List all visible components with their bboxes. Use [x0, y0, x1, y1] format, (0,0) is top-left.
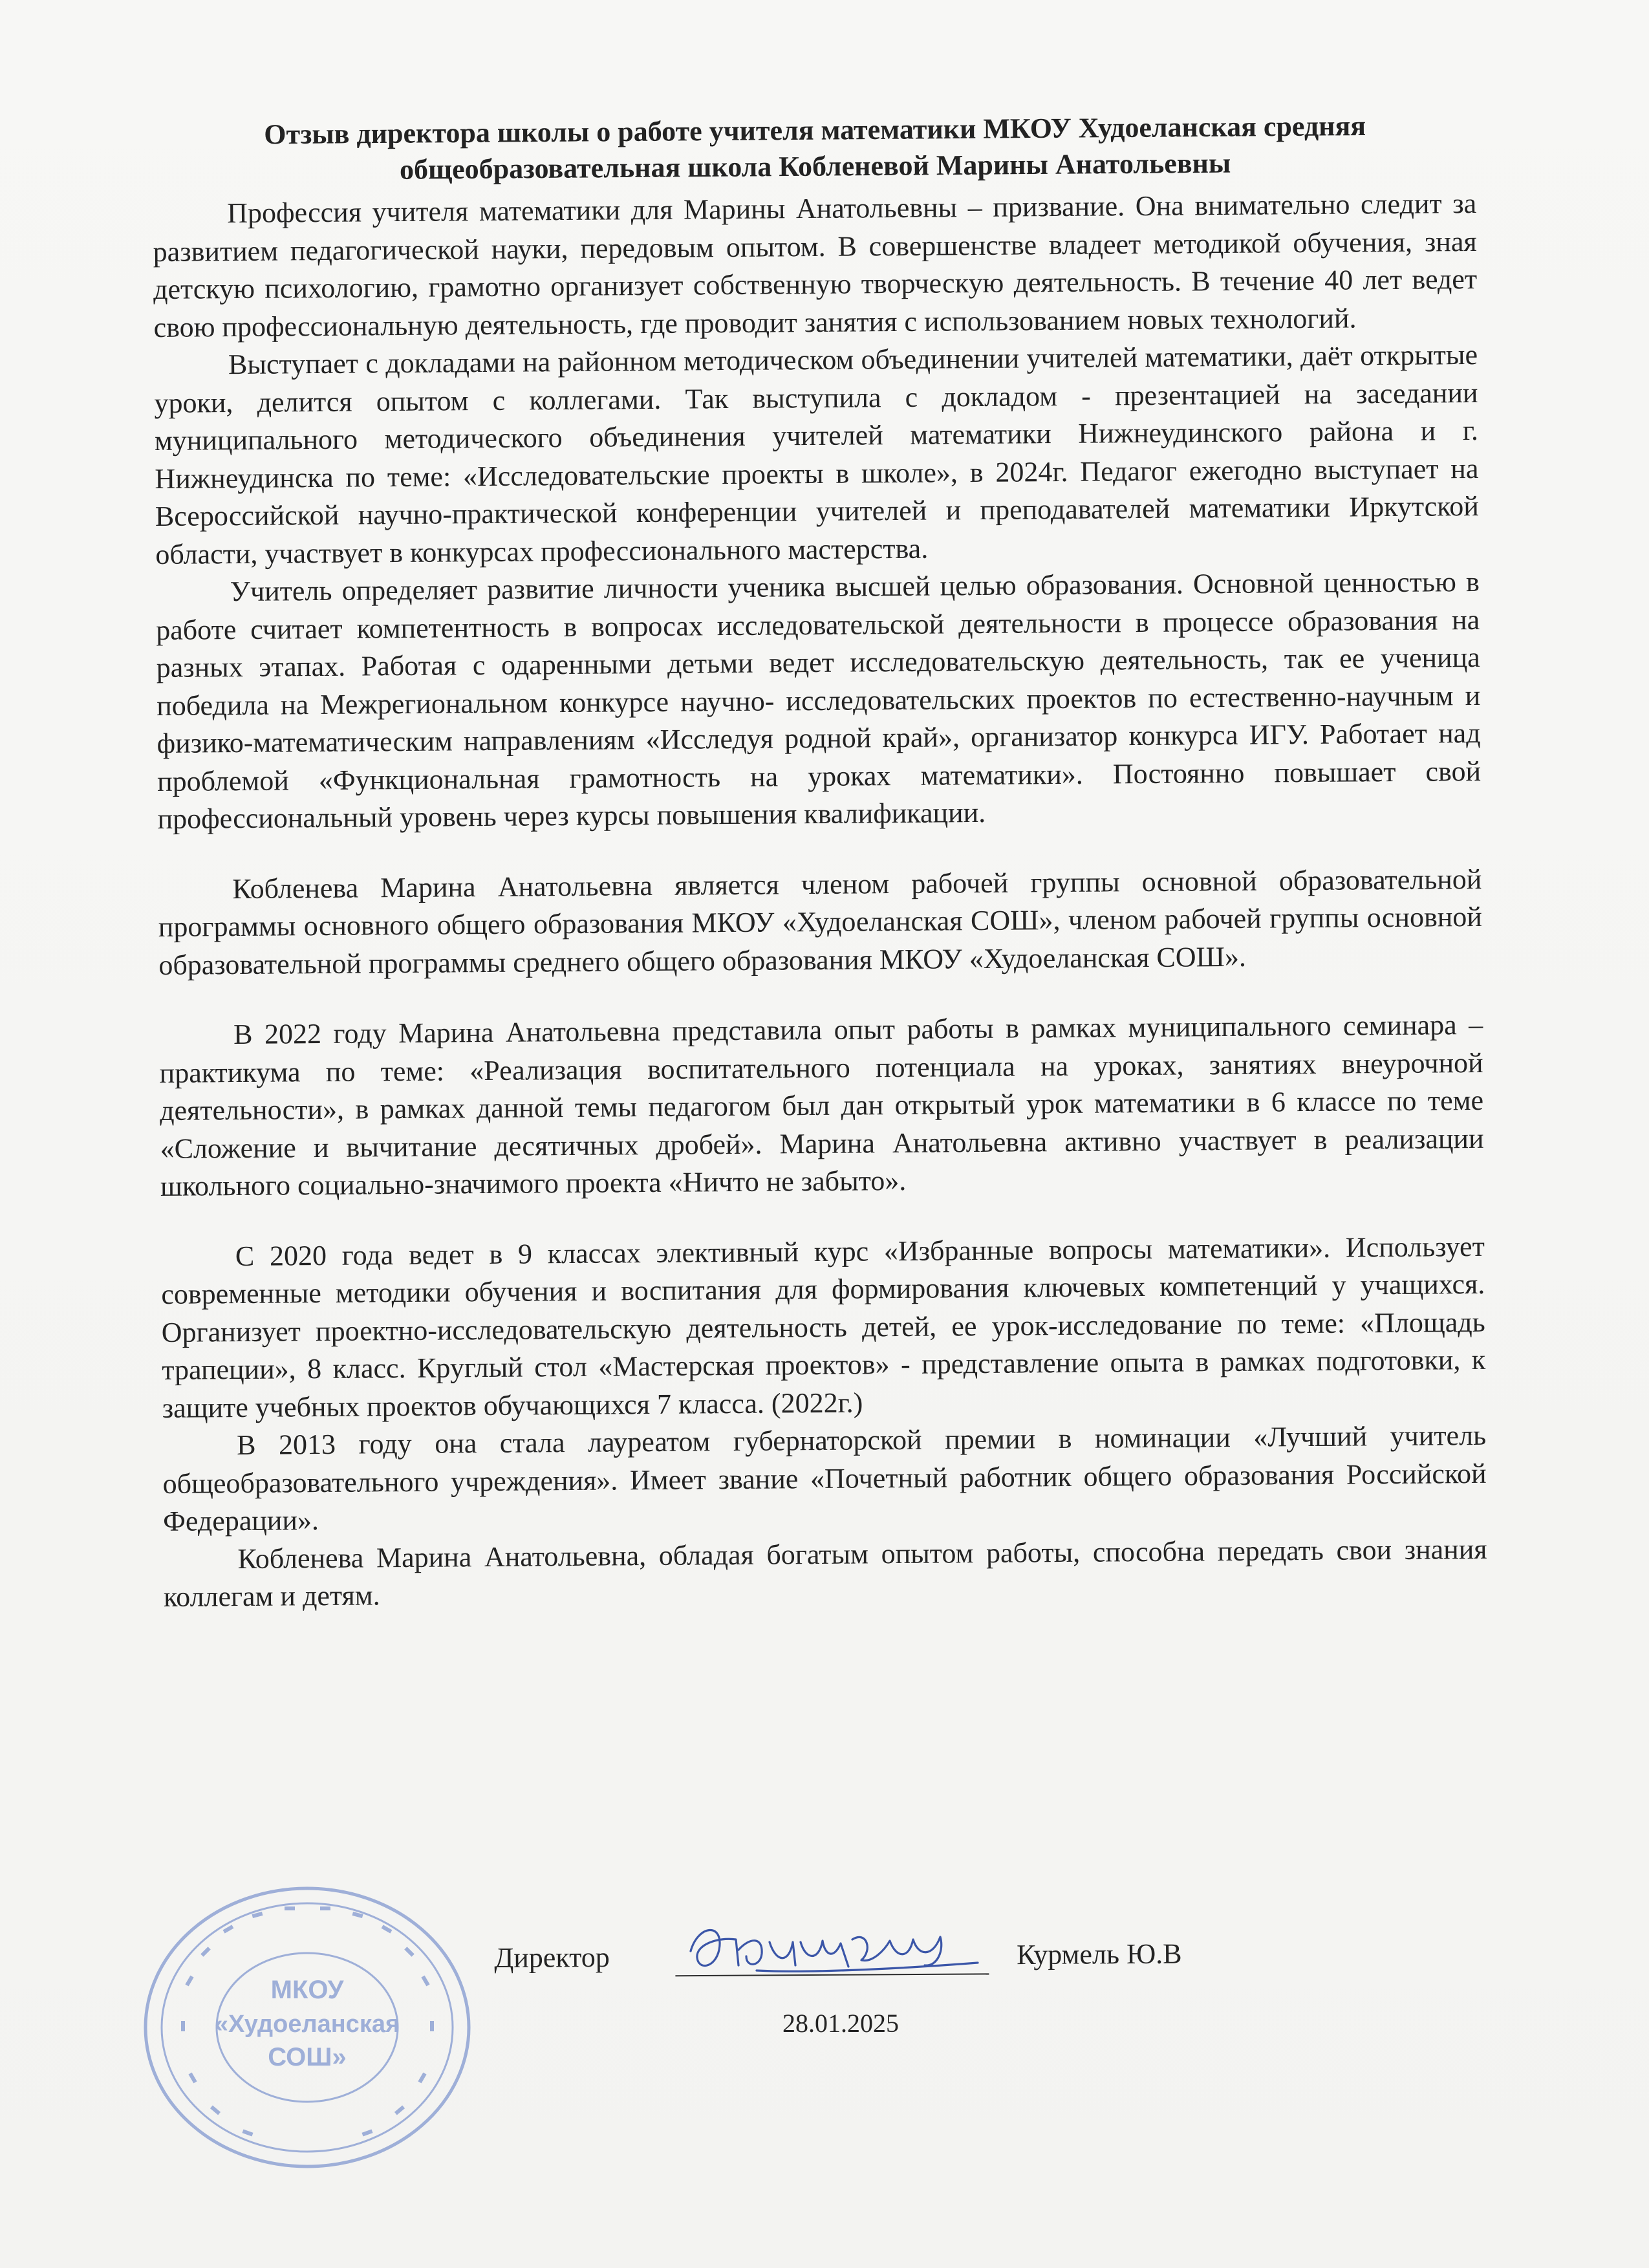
paragraph-reports: Выступает с докладами на районном методическом объединении учителей математики, даёт открытые уроки, делится опытом с коллегами. Так выступила с докладом - презентацией на заседании муниципального методического объединения учителей математики Нижнеудинского района и г. Нижнеудинска по теме: «Исследовательские проекты в школе», в 2024г. Педагог ежегодно выступает на Всероссийской научно-практической конференции учителей и преподавателей математики Иркутской области, участвует в конкурсах профессионального мастерства.	[154, 338, 1480, 570]
handwritten-signature	[679, 1911, 983, 1982]
paragraph-elective-course: С 2020 года ведет в 9 классах элективный курс «Избранные вопросы математики». Использует современные методики обучения и воспитания для формирования ключевых компетенций у учащихся. Организует проектно-исследовательскую деятельность детей, ее урок-исследование по теме: «Площадь трапеции», 8 класс. Круглый стол «Мастерская проектов» - представление опыта в рамках подготовки, к защите учебных проектов обучающихся 7 класса. (2022г.)	[161, 1230, 1486, 1424]
signature-role: Директор	[494, 1941, 610, 1974]
document-title	[129, 107, 1501, 190]
paragraph-vocation: Профессия учителя математики для Марины Анатольевны – призвание. Она внимательно следит за развитием педагогической науки, передовым опытом. В совершенстве владеет методикой обучения, зная детскую психологию, грамотно организует собственную творческую деятельность. В течение 40 лет ведет свою профессиональную деятельность, где проводит занятия с использованием новых технологий.	[153, 187, 1478, 343]
stamp-center-line-3: СОШ»	[268, 2043, 347, 2071]
signature-name: Курмель Ю.В	[1017, 1938, 1182, 1971]
document-title-line-2: общеобразовательная школа Кобленевой Марины Анатольевны	[399, 147, 1231, 186]
paragraph-conclusion: Кобленева Марина Анатольевна, обладая богатым опытом работы, способна передать свои знания коллегам и детям.	[163, 1533, 1487, 1613]
stamp-center-line-2: «Худоеланская	[214, 2011, 400, 2038]
document-title-line-1: Отзыв директора школы о работе учителя математики МКОУ Худоеланская средняя	[264, 109, 1366, 151]
school-seal-stamp	[139, 1882, 475, 2173]
paragraph-research: Учитель определяет развитие личности ученика высшей целью образования. Основной ценностью в работе считает компетентность в вопросах исследовательской деятельности в процессе образования на разных этапах. Работая с одаренными детьми ведет исследовательскую деятельность, так ее ученица победила на Межрегиональном конкурсе научно- исследовательских проектов по естественно-научным и физико-математическим направлениям «Исследуя родной край», организатор конкурса ИГУ. Работает над проблемой «Функциональная грамотность на уроках математики». Постоянно повышает свой профессиональный уровень через курсы повышения квалификации.	[156, 565, 1482, 835]
document-body	[153, 185, 1487, 1617]
paragraph-award-2013: В 2013 году она стала лауреатом губернаторской премии в номинации «Лучший учитель общеобразовательного учреждения». Имеет звание «Почетный работник общего образования Российской Федерации».	[162, 1419, 1487, 1537]
stamp-center-line-1: МКОУ	[270, 1976, 344, 2004]
paragraph-seminar-2022: В 2022 году Марина Анатольевна представила опыт работы в рамках муниципального семинара – практикума по теме: «Реализация воспитательного потенциала на уроках, занятиях внеурочной деятельности», в рамках данной темы педагогом был дан открытый урок математики в 6 классе по теме «Сложение и вычитание десятичных дробей». Марина Анатольевна активно участвует в реализации школьного социально-значимого проекта «Ничто не забыто».	[159, 1008, 1484, 1202]
paragraph-working-group: Кобленева Марина Анатольевна является членом рабочей группы основной образовательной программы основного общего образования МКОУ «Худоеланская СОШ», членом рабочей группы основной образовательной программы среднего общего образования МКОУ «Худоеланская СОШ».	[158, 863, 1483, 981]
document-date: 28.01.2025	[782, 2009, 899, 2038]
